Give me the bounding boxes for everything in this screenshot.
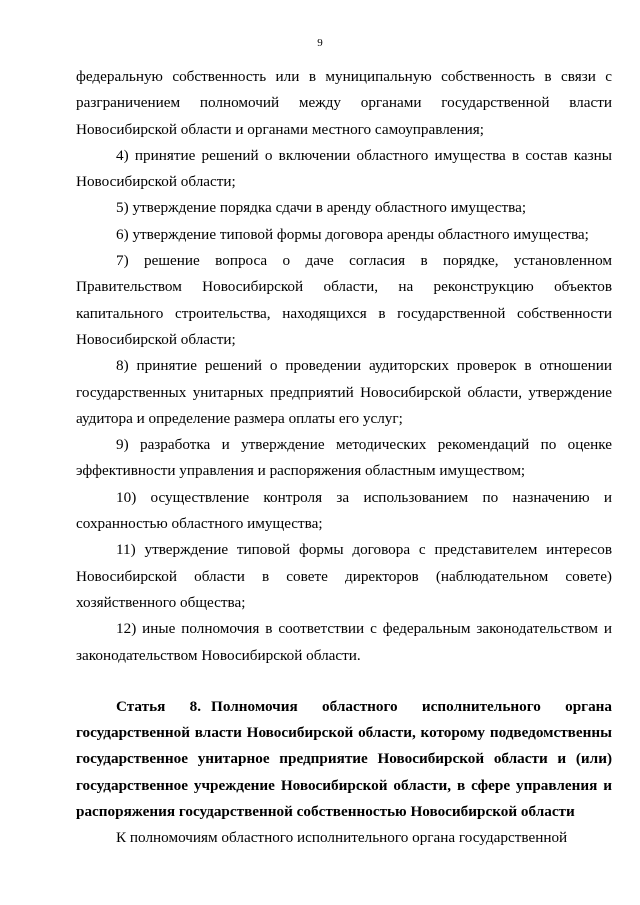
list-item-11: 11) утверждение типовой формы договора с представителем интересов Новосибирской области в совете директоров (наблюдательном совете) хозяйственного общества; [76, 541, 612, 611]
list-item-5: 5) утверждение порядка сдачи в аренду областного имущества; [116, 199, 527, 217]
list-item-6: 6) утверждение типовой формы договора аренды областного имущества; [116, 225, 589, 243]
article-title: Полномочия областного исполнительного органа государственной власти Новосибирской области, которому подведомственны государственное унитарное предприятие Новосибирской области и (или) государственное учреждение Новосибирской области, в сфере управления и распоряжения государственной собственностью Новосибирской области [76, 697, 613, 821]
list-item-7: 7) решение вопроса о даче согласия в порядке, установленном Правительством Новосибирской области, на реконструкцию объектов капитального строительства, находящихся в государственной собственности Новосибирской области; [76, 252, 612, 348]
list-item-8: 8) принятие решений о проведении аудиторских проверок в отношении государственных унитарных предприятий Новосибирской области, утверждение аудитора и определение размера оплаты его услуг; [76, 357, 612, 427]
paragraph-continuation: федеральную собственность или в муниципальную собственность в связи с разграничением полномочий между органами государственной власти Новосибирской области и органами местного самоуправления; [76, 68, 612, 138]
article-heading [76, 694, 612, 825]
article-first-paragraph: К полномочиям областного исполнительного органа государственной [116, 829, 568, 847]
list-item-9: 9) разработка и утверждение методических рекомендаций по оценке эффективности управления и распоряжения областным имуществом; [76, 436, 612, 480]
list-item-12: 12) иные полномочия в соответствии с федеральным законодательством и законодательством Новосибирской области. [76, 620, 612, 664]
list-item-10: 10) осуществление контроля за использованием по назначению и сохранностью областного имущества; [76, 488, 612, 533]
page-number: 9 [317, 37, 323, 49]
article-label: Статья 8. [116, 697, 202, 715]
section-gap [76, 669, 612, 694]
list-item-4: 4) принятие решений о включении областного имущества в состав казны Новосибирской области; [76, 146, 612, 191]
document-body [76, 64, 612, 852]
